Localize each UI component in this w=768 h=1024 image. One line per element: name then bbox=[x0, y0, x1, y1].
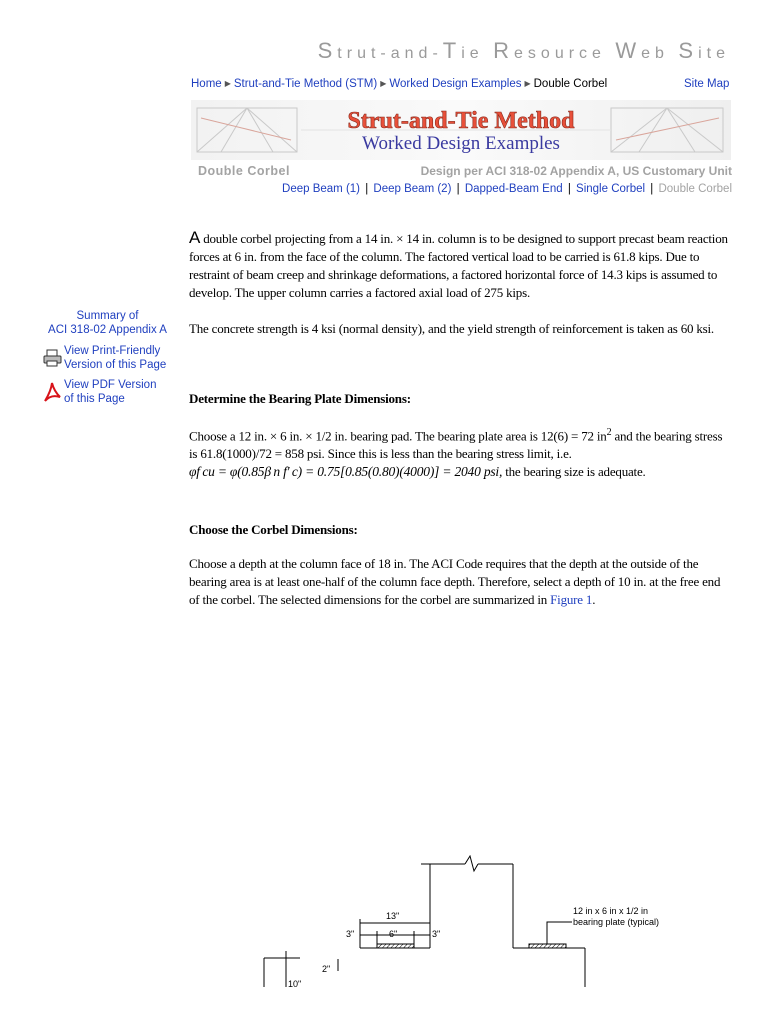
design-code-note: Design per ACI 318-02 Appendix A, US Customary Unit bbox=[420, 164, 732, 178]
deep-beam-2-link[interactable]: Deep Beam (2) bbox=[373, 183, 452, 195]
breadcrumb-current: Double Corbel bbox=[533, 78, 608, 90]
site-title-part: Site bbox=[678, 38, 730, 63]
corbel-paragraph bbox=[189, 555, 731, 609]
separator: | bbox=[456, 183, 460, 195]
material-paragraph: The concrete strength is 4 ksi (normal density), and the yield strength of reinforcement is taken as 60 ksi. bbox=[189, 321, 714, 336]
bearing-paragraph bbox=[189, 424, 731, 481]
double-corbel-current: Double Corbel bbox=[658, 183, 732, 195]
superscript: 2 bbox=[606, 427, 612, 438]
corbel-text: Choose a depth at the column face of 18 in. The ACI Code requires that the depth at the outside of the bearing area is at least one-half of the column face depth. Therefore, select a depth of 10 in. at the free end of the corbel. The selected dimensions for the corbel are summarized in bbox=[189, 556, 721, 607]
aci-summary-line: ACI 318-02 Appendix A bbox=[48, 324, 167, 336]
pdf-line: of this Page bbox=[64, 393, 125, 405]
site-title-part: Resource bbox=[493, 38, 616, 63]
page-subtitle: Double Corbel bbox=[198, 164, 290, 178]
example-links bbox=[282, 183, 732, 195]
bearing-plate-note: bearing plate (typical) bbox=[573, 917, 660, 927]
site-title-part: Strut-and- bbox=[317, 38, 443, 63]
corbel-text-end: . bbox=[592, 592, 596, 607]
pdf-line: View PDF Version bbox=[64, 379, 157, 391]
breadcrumb-stm-link[interactable]: Strut-and-Tie Method (STM) bbox=[233, 78, 378, 90]
print-friendly-link[interactable] bbox=[40, 344, 175, 372]
dim-2-label: 2" bbox=[322, 964, 331, 974]
print-line: View Print-Friendly bbox=[64, 345, 161, 357]
banner bbox=[191, 100, 731, 160]
drop-cap: A bbox=[189, 228, 201, 247]
bearing-text: and the bearing stress is 61.8(1000)/72 = 858 psi. Since this is less than the bearing stress limit, i.e. bbox=[189, 428, 723, 462]
deep-beam-1-link[interactable]: Deep Beam (1) bbox=[282, 183, 361, 195]
breadcrumb-home-link[interactable]: Home bbox=[191, 78, 222, 90]
pdf-icon bbox=[42, 381, 62, 403]
banner-title: Strut-and-Tie Method bbox=[347, 108, 575, 134]
print-line: Version of this Page bbox=[64, 359, 167, 371]
separator: | bbox=[567, 183, 571, 195]
separator: | bbox=[650, 183, 654, 195]
intro-paragraph bbox=[189, 229, 731, 302]
intro-text: double corbel projecting from a 14 in. × 14 in. column is to be designed to support precast beam reaction forces at 6 in. from the face of the column. The factored vertical load to be carried is 61.8 kips. Due to restraint of beam creep and shrinkage deformations, a factored horizontal force of 14.3 kips is assumed to develop. The upper column carries a factored axial load of 275 kips. bbox=[189, 231, 728, 300]
breadcrumb-arrow-icon: ▶ bbox=[524, 79, 531, 88]
printer-icon bbox=[43, 349, 63, 367]
separator: | bbox=[365, 183, 369, 195]
dim-13-label: 13" bbox=[386, 911, 400, 921]
bearing-heading: Determine the Bearing Plate Dimensions: bbox=[189, 391, 411, 406]
figure-1-link[interactable]: Figure 1 bbox=[550, 592, 593, 607]
site-title bbox=[318, 38, 730, 64]
dim-3-right-label: 3" bbox=[432, 929, 441, 939]
dim-10-label: 10" bbox=[288, 979, 302, 989]
dim-6-label: 6" bbox=[389, 929, 398, 939]
corbel-heading: Choose the Corbel Dimensions: bbox=[189, 522, 358, 537]
breadcrumb-arrow-icon: ▶ bbox=[224, 79, 231, 88]
site-title-part: Web bbox=[615, 38, 679, 63]
dapped-beam-link[interactable]: Dapped-Beam End bbox=[464, 183, 563, 195]
bearing-conclusion: the bearing size is adequate. bbox=[502, 464, 646, 480]
bearing-equation: φf cu = φ(0.85β n f′ c) = 0.75[0.85(0.80)(4000)] = 2040 psi, bbox=[189, 464, 503, 480]
site-title-part: Tie bbox=[442, 38, 494, 63]
banner-graphic bbox=[191, 100, 731, 160]
breadcrumb bbox=[191, 78, 607, 90]
bearing-text: Choose a 12 in. × 6 in. × 1/2 in. bearing pad. The bearing plate area is 12(6) = 72 in bbox=[189, 428, 607, 444]
aci-summary-link[interactable] bbox=[40, 309, 175, 337]
single-corbel-link[interactable]: Single Corbel bbox=[576, 183, 646, 195]
site-map-link[interactable]: Site Map bbox=[684, 78, 730, 90]
corbel-figure bbox=[250, 855, 690, 995]
bearing-plate-note: 12 in x 6 in x 1/2 in bbox=[573, 906, 649, 916]
breadcrumb-arrow-icon: ▶ bbox=[380, 79, 387, 88]
breadcrumb-examples-link[interactable]: Worked Design Examples bbox=[389, 78, 522, 90]
banner-subtitle: Worked Design Examples bbox=[362, 133, 560, 154]
dim-3-left-label: 3" bbox=[346, 929, 355, 939]
aci-summary-line: Summary of bbox=[76, 310, 139, 322]
pdf-version-link[interactable] bbox=[40, 378, 175, 406]
